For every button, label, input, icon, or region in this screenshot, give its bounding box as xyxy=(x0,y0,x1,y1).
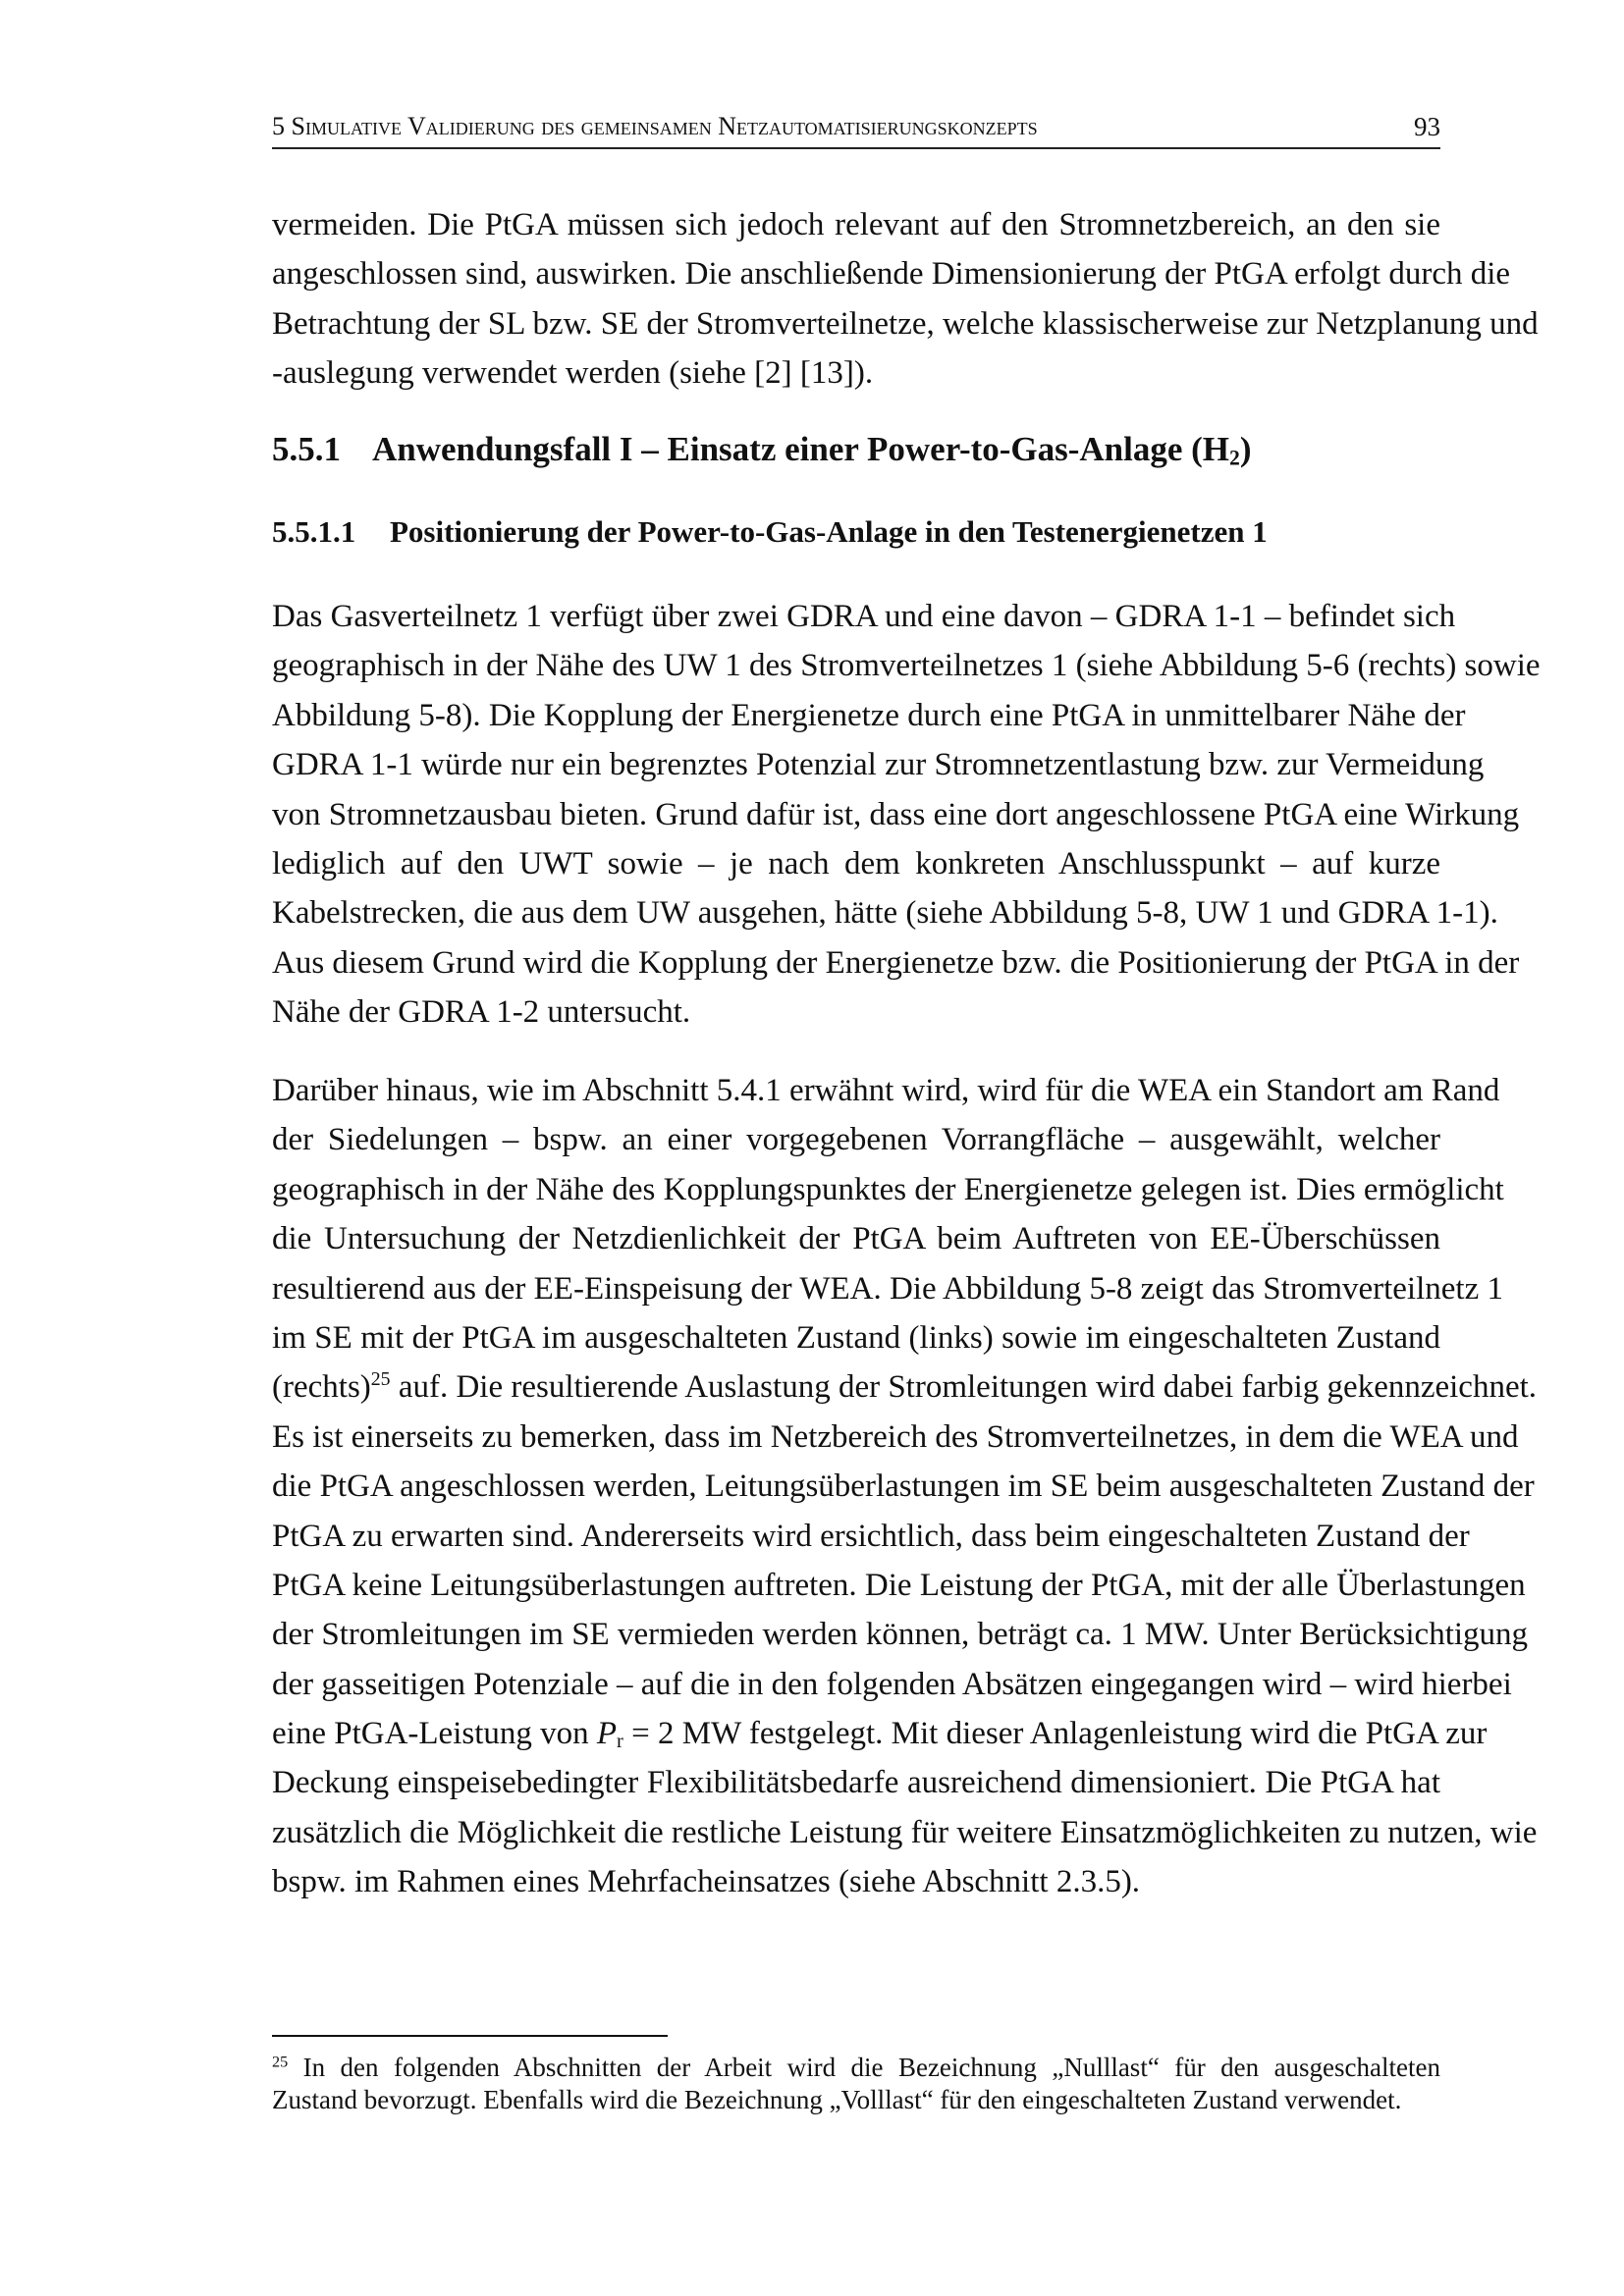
text-segment: (rechts) xyxy=(272,1369,371,1406)
text-line: geographisch in der Nähe des UW 1 des Stromverteilnetzes 1 (siehe Abbildung 5-6 (rechts) sowie xyxy=(272,648,1541,684)
text-line: Betrachtung der SL bzw. SE der Stromverteilnetze, welche klassischerweise zur Netzplanung und xyxy=(272,305,1539,342)
text-line: resultierend aus der EE-Einspeisung der WEA. Die Abbildung 5-8 zeigt das Stromverteilnetz 1 xyxy=(272,1270,1503,1307)
text-line: der Stromleitungen im SE vermieden werden können, beträgt ca. 1 MW. Unter Berücksichtigung xyxy=(272,1617,1529,1653)
math-symbol: P xyxy=(596,1716,618,1752)
running-title: 5 Simulative Validierung des gemeinsamen Netzautomatisierungskonzepts xyxy=(272,112,1038,140)
text-line: -auslegung verwendet werden (siehe [2] [13]). xyxy=(272,355,874,392)
paragraph xyxy=(272,1066,1538,1907)
subsection-heading xyxy=(272,514,1268,550)
text-line: die PtGA angeschlossen werden, Leitungsüberlastungen im SE beim ausgeschalteten Zustand der xyxy=(272,1468,1535,1505)
page-number: 93 xyxy=(1414,112,1440,141)
subsection-title: Positionierung der Power-to-Gas-Anlage in den Testenergienetzen 1 xyxy=(390,514,1268,549)
footnote-text: Zustand bevorzugt. Ebenfalls wird die Bezeichnung „Volllast“ für den eingeschalteten Zustand verwendet. xyxy=(272,2085,1402,2114)
text-segment: eine PtGA-Leistung von xyxy=(272,1716,597,1752)
text-line: Das Gasverteilnetz 1 verfügt über zwei GDRA und eine davon – GDRA 1-1 – befindet sich xyxy=(272,599,1456,634)
text-line: PtGA keine Leitungsüberlastungen auftreten. Die Leistung der PtGA, mit der alle Überlastungen xyxy=(272,1567,1526,1603)
subsection-number: 5.5.1.1 xyxy=(272,514,356,549)
text-line: Aus diesem Grund wird die Kopplung der Energienetze bzw. die Positionierung der PtGA in der xyxy=(272,944,1520,981)
footnote xyxy=(272,2052,1440,2116)
text-line: Deckung einspeisebedingter Flexibilitätsbedarfe ausreichend dimensioniert. Die PtGA hat xyxy=(272,1765,1440,1801)
running-header xyxy=(272,112,1440,141)
section-heading xyxy=(272,430,1252,469)
section-number: 5.5.1 xyxy=(272,430,341,468)
text-line: Kabelstrecken, die aus dem UW ausgehen, hätte (siehe Abbildung 5-8, UW 1 und GDRA 1-1). xyxy=(272,895,1498,932)
paragraph xyxy=(272,592,1541,1038)
text-line: bspw. im Rahmen eines Mehrfacheinsatzes (siehe Abschnitt 2.3.5). xyxy=(272,1864,1141,1900)
text-segment: = 2 MW festgelegt. Mit dieser Anlagenleistung wird die PtGA zur xyxy=(623,1716,1488,1752)
text-line: der Siedelungen – bspw. an einer vorgegebenen Vorrangfläche – ausgewählt, welcher xyxy=(272,1122,1440,1158)
text-line: zusätzlich die Möglichkeit die restliche Leistung für weitere Einsatzmöglichkeiten zu nutzen, wie xyxy=(272,1814,1538,1850)
footnote-text: In den folgenden Abschnitten der Arbeit wird die Bezeichnung „Nulllast“ für den ausgeschalteten xyxy=(288,2053,1440,2082)
text-line xyxy=(272,1709,1488,1758)
text-line: Darüber hinaus, wie im Abschnitt 5.4.1 erwähnt wird, wird für die WEA ein Standort am Rand xyxy=(272,1073,1500,1108)
footnote-marker: 25 xyxy=(272,2053,289,2071)
text-line: Nähe der GDRA 1-2 untersucht. xyxy=(272,994,691,1031)
text-line xyxy=(272,1362,1538,1412)
text-line: geographisch in der Nähe des Kopplungspunktes der Energienetze gelegen ist. Dies ermöglicht xyxy=(272,1171,1504,1207)
paragraph xyxy=(272,200,1539,399)
text-line: Es ist einerseits zu bemerken, dass im Netzbereich des Stromverteilnetzes, in dem die WEA und xyxy=(272,1418,1519,1455)
text-line: der gasseitigen Potenziale – auf die in den folgenden Absätzen eingegangen wird – wird hierbei xyxy=(272,1666,1512,1702)
section-title: Anwendungsfall I – Einsatz einer Power-to-Gas-Anlage $(H_2)$ xyxy=(372,430,1252,470)
text-line: PtGA zu erwarten sind. Andererseits wird ersichtlich, dass beim eingeschalteten Zustand der xyxy=(272,1518,1470,1554)
text-line: GDRA 1-1 würde nur ein begrenztes Potenzial zur Stromnetzentlastung bzw. zur Vermeidung xyxy=(272,747,1485,783)
text-line: Abbildung 5-8). Die Kopplung der Energienetze durch eine PtGA in unmittelbarer Nähe der xyxy=(272,697,1466,733)
text-line: lediglich auf den UWT sowie – je nach dem konkreten Anschlusspunkt – auf kurze xyxy=(272,845,1440,881)
text-line: angeschlossen sind, auswirken. Die anschließende Dimensionierung der PtGA erfolgt durch die xyxy=(272,256,1511,293)
header-rule xyxy=(272,147,1440,149)
footnote-reference: 25 xyxy=(370,1368,391,1391)
text-segment: auf. Die resultierende Auslastung der Stromleitungen wird dabei farbig gekennzeichnet. xyxy=(390,1369,1538,1406)
text-line: die Untersuchung der Netzdienlichkeit der PtGA beim Auftreten von EE-Überschüssen xyxy=(272,1221,1440,1257)
footnote-rule xyxy=(272,2035,668,2037)
text-line: vermeiden. Die PtGA müssen sich jedoch relevant auf den Stromnetzbereich, an den sie xyxy=(272,207,1440,242)
math-symbol: r xyxy=(617,1731,623,1753)
text-line: im SE mit der PtGA im ausgeschalteten Zustand (links) sowie im eingeschalteten Zustand xyxy=(272,1319,1440,1356)
text-line: von Stromnetzausbau bieten. Grund dafür ist, dass eine dort angeschlossene PtGA eine Wirkung xyxy=(272,796,1520,832)
